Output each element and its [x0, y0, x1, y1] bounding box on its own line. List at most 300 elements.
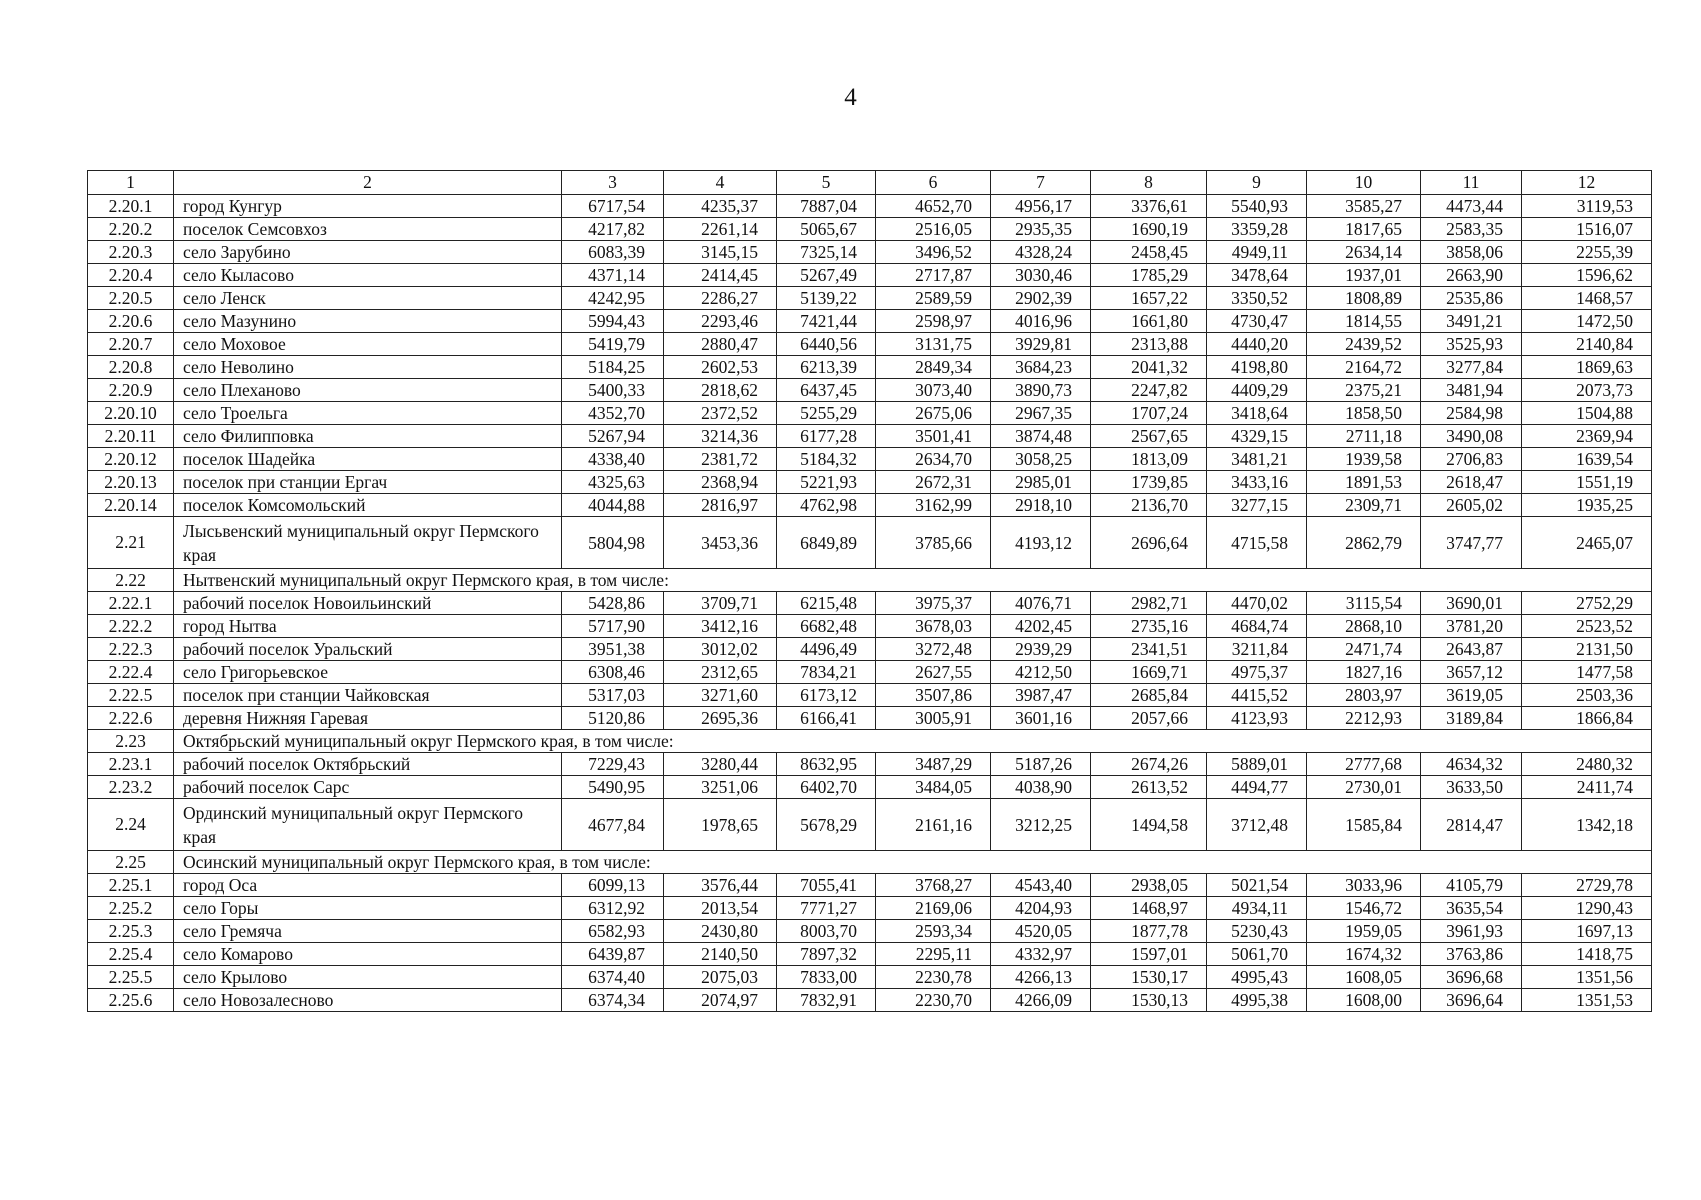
value-cell: 3131,75	[876, 333, 991, 356]
value-cell: 4956,17	[991, 195, 1091, 218]
column-header: 3	[562, 171, 664, 195]
value-cell: 7229,43	[562, 753, 664, 776]
row-code: 2.20.12	[88, 448, 174, 471]
value-cell: 3709,71	[664, 592, 777, 615]
value-cell: 5490,95	[562, 776, 664, 799]
table-row	[88, 753, 1652, 776]
value-cell: 2730,01	[1307, 776, 1421, 799]
value-cell: 4634,32	[1421, 753, 1522, 776]
value-cell: 4328,24	[991, 241, 1091, 264]
value-cell: 2706,83	[1421, 448, 1522, 471]
value-cell: 4677,84	[562, 799, 664, 851]
settlement-name: село Мазунино	[174, 310, 562, 333]
value-cell: 1516,07	[1522, 218, 1652, 241]
value-cell: 4352,70	[562, 402, 664, 425]
value-cell: 2247,82	[1091, 379, 1207, 402]
value-cell: 7832,91	[777, 989, 876, 1012]
value-cell: 2261,14	[664, 218, 777, 241]
value-cell: 2368,94	[664, 471, 777, 494]
value-cell: 2439,52	[1307, 333, 1421, 356]
value-cell: 6312,92	[562, 897, 664, 920]
table-row	[88, 799, 1652, 851]
value-cell: 4325,63	[562, 471, 664, 494]
value-cell: 2777,68	[1307, 753, 1421, 776]
value-cell: 3975,37	[876, 592, 991, 615]
value-cell: 2849,34	[876, 356, 991, 379]
value-cell: 1935,25	[1522, 494, 1652, 517]
value-cell: 4409,29	[1207, 379, 1307, 402]
settlement-name: село Комарово	[174, 943, 562, 966]
value-cell: 2583,35	[1421, 218, 1522, 241]
value-cell: 1290,43	[1522, 897, 1652, 920]
row-code: 2.20.13	[88, 471, 174, 494]
row-code: 2.20.6	[88, 310, 174, 333]
table-row	[88, 448, 1652, 471]
value-cell: 1877,78	[1091, 920, 1207, 943]
value-cell: 3359,28	[1207, 218, 1307, 241]
value-cell: 2618,47	[1421, 471, 1522, 494]
table-row	[88, 776, 1652, 799]
value-cell: 7055,41	[777, 874, 876, 897]
value-cell: 5428,86	[562, 592, 664, 615]
value-cell: 1639,54	[1522, 448, 1652, 471]
column-header: 4	[664, 171, 777, 195]
value-cell: 3212,25	[991, 799, 1091, 851]
value-cell: 2675,06	[876, 402, 991, 425]
value-cell: 1891,53	[1307, 471, 1421, 494]
value-cell: 6402,70	[777, 776, 876, 799]
value-cell: 2341,51	[1091, 638, 1207, 661]
settlement-name: деревня Нижняя Гаревая	[174, 707, 562, 730]
value-cell: 2411,74	[1522, 776, 1652, 799]
value-cell: 3576,44	[664, 874, 777, 897]
value-cell: 3501,41	[876, 425, 991, 448]
value-cell: 1351,53	[1522, 989, 1652, 1012]
value-cell: 2672,31	[876, 471, 991, 494]
value-cell: 2535,86	[1421, 287, 1522, 310]
value-cell: 1477,58	[1522, 661, 1652, 684]
column-header: 10	[1307, 171, 1421, 195]
settlement-name: село Филипповка	[174, 425, 562, 448]
row-code: 2.20.10	[88, 402, 174, 425]
value-cell: 2674,26	[1091, 753, 1207, 776]
value-cell: 6582,93	[562, 920, 664, 943]
value-cell: 2169,06	[876, 897, 991, 920]
settlement-name: село Гремяча	[174, 920, 562, 943]
value-cell: 2918,10	[991, 494, 1091, 517]
value-cell: 2752,29	[1522, 592, 1652, 615]
value-cell: 5994,43	[562, 310, 664, 333]
value-cell: 1468,97	[1091, 897, 1207, 920]
row-code: 2.20.3	[88, 241, 174, 264]
value-cell: 2717,87	[876, 264, 991, 287]
value-cell: 3678,03	[876, 615, 991, 638]
value-cell: 5139,22	[777, 287, 876, 310]
value-cell: 1494,58	[1091, 799, 1207, 851]
column-header: 8	[1091, 171, 1207, 195]
tariff-table	[87, 170, 1652, 1012]
value-cell: 2523,52	[1522, 615, 1652, 638]
settlement-name: поселок Комсомольский	[174, 494, 562, 517]
table-row	[88, 195, 1652, 218]
value-cell: 3058,25	[991, 448, 1091, 471]
value-cell: 2164,72	[1307, 356, 1421, 379]
column-header: 5	[777, 171, 876, 195]
value-cell: 2902,39	[991, 287, 1091, 310]
value-cell: 3768,27	[876, 874, 991, 897]
settlement-name: село Горы	[174, 897, 562, 920]
value-cell: 5717,90	[562, 615, 664, 638]
value-cell: 3005,91	[876, 707, 991, 730]
value-cell: 2230,70	[876, 989, 991, 1012]
value-cell: 1596,62	[1522, 264, 1652, 287]
value-cell: 4520,05	[991, 920, 1091, 943]
value-cell: 4715,58	[1207, 517, 1307, 569]
value-cell: 3785,66	[876, 517, 991, 569]
page-number: 4	[844, 84, 857, 111]
value-cell: 4038,90	[991, 776, 1091, 799]
value-cell: 1585,84	[1307, 799, 1421, 851]
table-row	[88, 897, 1652, 920]
value-cell: 3619,05	[1421, 684, 1522, 707]
table-row	[88, 471, 1652, 494]
value-cell: 4202,45	[991, 615, 1091, 638]
value-cell: 5267,49	[777, 264, 876, 287]
value-cell: 3929,81	[991, 333, 1091, 356]
value-cell: 2471,74	[1307, 638, 1421, 661]
table-row	[88, 943, 1652, 966]
value-cell: 6374,34	[562, 989, 664, 1012]
value-cell: 4338,40	[562, 448, 664, 471]
value-cell: 3119,53	[1522, 195, 1652, 218]
value-cell: 4496,49	[777, 638, 876, 661]
value-cell: 2312,65	[664, 661, 777, 684]
value-cell: 5804,98	[562, 517, 664, 569]
value-cell: 4332,97	[991, 943, 1091, 966]
value-cell: 3214,36	[664, 425, 777, 448]
table-row	[88, 310, 1652, 333]
value-cell: 2313,88	[1091, 333, 1207, 356]
value-cell: 6682,48	[777, 615, 876, 638]
value-cell: 5120,86	[562, 707, 664, 730]
value-cell: 2634,14	[1307, 241, 1421, 264]
value-cell: 6439,87	[562, 943, 664, 966]
value-cell: 3712,48	[1207, 799, 1307, 851]
row-code: 2.20.4	[88, 264, 174, 287]
value-cell: 7887,04	[777, 195, 876, 218]
value-cell: 2695,36	[664, 707, 777, 730]
value-cell: 6099,13	[562, 874, 664, 897]
value-cell: 4494,77	[1207, 776, 1307, 799]
table-row	[88, 874, 1652, 897]
value-cell: 4371,14	[562, 264, 664, 287]
settlement-name: Лысьвенский муниципальный округ Пермского края	[174, 517, 562, 569]
settlement-name: рабочий поселок Новоильинский	[174, 592, 562, 615]
row-code: 2.20.7	[88, 333, 174, 356]
value-cell: 2516,05	[876, 218, 991, 241]
value-cell: 3433,16	[1207, 471, 1307, 494]
value-cell: 7421,44	[777, 310, 876, 333]
settlement-name: село Кыласово	[174, 264, 562, 287]
value-cell: 7325,14	[777, 241, 876, 264]
settlement-name: село Ленск	[174, 287, 562, 310]
value-cell: 3696,68	[1421, 966, 1522, 989]
value-cell: 3690,01	[1421, 592, 1522, 615]
settlement-name: поселок при станции Ергач	[174, 471, 562, 494]
value-cell: 2696,64	[1091, 517, 1207, 569]
value-cell: 2230,78	[876, 966, 991, 989]
value-cell: 1468,57	[1522, 287, 1652, 310]
row-code: 2.20.5	[88, 287, 174, 310]
value-cell: 6849,89	[777, 517, 876, 569]
column-header: 11	[1421, 171, 1522, 195]
row-code: 2.20.14	[88, 494, 174, 517]
settlement-name: село Плеханово	[174, 379, 562, 402]
value-cell: 1530,17	[1091, 966, 1207, 989]
table-row	[88, 218, 1652, 241]
value-cell: 5267,94	[562, 425, 664, 448]
value-cell: 3277,84	[1421, 356, 1522, 379]
tariff-table-wrapper	[87, 170, 1652, 1012]
value-cell: 1351,56	[1522, 966, 1652, 989]
value-cell: 4266,09	[991, 989, 1091, 1012]
value-cell: 2935,35	[991, 218, 1091, 241]
settlement-name: село Зарубино	[174, 241, 562, 264]
value-cell: 6177,28	[777, 425, 876, 448]
row-code: 2.25.1	[88, 874, 174, 897]
value-cell: 2584,98	[1421, 402, 1522, 425]
settlement-name: село Григорьевское	[174, 661, 562, 684]
value-cell: 3481,94	[1421, 379, 1522, 402]
value-cell: 6173,12	[777, 684, 876, 707]
value-cell: 1418,75	[1522, 943, 1652, 966]
table-row	[88, 966, 1652, 989]
value-cell: 2880,47	[664, 333, 777, 356]
value-cell: 5230,43	[1207, 920, 1307, 943]
value-cell: 8632,95	[777, 753, 876, 776]
value-cell: 3376,61	[1091, 195, 1207, 218]
value-cell: 2598,97	[876, 310, 991, 333]
settlement-name: село Новозалесново	[174, 989, 562, 1012]
settlement-name: рабочий поселок Октябрьский	[174, 753, 562, 776]
value-cell: 2613,52	[1091, 776, 1207, 799]
value-cell: 4193,12	[991, 517, 1091, 569]
value-cell: 1674,32	[1307, 943, 1421, 966]
table-row	[88, 684, 1652, 707]
value-cell: 3657,12	[1421, 661, 1522, 684]
value-cell: 3525,93	[1421, 333, 1522, 356]
value-cell: 4684,74	[1207, 615, 1307, 638]
value-cell: 4949,11	[1207, 241, 1307, 264]
table-row	[88, 356, 1652, 379]
value-cell: 1530,13	[1091, 989, 1207, 1012]
settlement-name: город Нытва	[174, 615, 562, 638]
value-cell: 3491,21	[1421, 310, 1522, 333]
value-cell: 2985,01	[991, 471, 1091, 494]
section-title: Осинский муниципальный округ Пермского края, в том числе:	[174, 851, 1652, 874]
row-code: 2.24	[88, 799, 174, 851]
value-cell: 1707,24	[1091, 402, 1207, 425]
row-code: 2.22.6	[88, 707, 174, 730]
value-cell: 2057,66	[1091, 707, 1207, 730]
value-cell: 2293,46	[664, 310, 777, 333]
column-header: 12	[1522, 171, 1652, 195]
value-cell: 3987,47	[991, 684, 1091, 707]
value-cell: 3481,21	[1207, 448, 1307, 471]
row-code: 2.23.2	[88, 776, 174, 799]
value-cell: 1669,71	[1091, 661, 1207, 684]
value-cell: 2140,50	[664, 943, 777, 966]
value-cell: 2480,32	[1522, 753, 1652, 776]
value-cell: 3585,27	[1307, 195, 1421, 218]
table-row	[88, 615, 1652, 638]
row-code: 2.20.11	[88, 425, 174, 448]
value-cell: 1739,85	[1091, 471, 1207, 494]
value-cell: 5021,54	[1207, 874, 1307, 897]
value-cell: 2255,39	[1522, 241, 1652, 264]
value-cell: 2372,52	[664, 402, 777, 425]
value-cell: 1597,01	[1091, 943, 1207, 966]
value-cell: 5255,29	[777, 402, 876, 425]
settlement-name: Ординский муниципальный округ Пермского края	[174, 799, 562, 851]
row-code: 2.22.1	[88, 592, 174, 615]
value-cell: 3030,46	[991, 264, 1091, 287]
value-cell: 4123,93	[1207, 707, 1307, 730]
value-cell: 6308,46	[562, 661, 664, 684]
row-code: 2.22.5	[88, 684, 174, 707]
value-cell: 1808,89	[1307, 287, 1421, 310]
value-cell: 1504,88	[1522, 402, 1652, 425]
value-cell: 2458,45	[1091, 241, 1207, 264]
settlement-name: поселок Семсовхоз	[174, 218, 562, 241]
value-cell: 1978,65	[664, 799, 777, 851]
value-cell: 4266,13	[991, 966, 1091, 989]
value-cell: 1959,05	[1307, 920, 1421, 943]
table-row	[88, 638, 1652, 661]
value-cell: 1813,09	[1091, 448, 1207, 471]
value-cell: 2073,73	[1522, 379, 1652, 402]
value-cell: 3251,06	[664, 776, 777, 799]
section-row	[88, 730, 1652, 753]
row-code: 2.22	[88, 569, 174, 592]
column-header: 1	[88, 171, 174, 195]
value-cell: 5065,67	[777, 218, 876, 241]
value-cell: 3277,15	[1207, 494, 1307, 517]
value-cell: 1866,84	[1522, 707, 1652, 730]
table-row	[88, 661, 1652, 684]
value-cell: 3073,40	[876, 379, 991, 402]
table-row	[88, 264, 1652, 287]
row-code: 2.23	[88, 730, 174, 753]
value-cell: 2567,65	[1091, 425, 1207, 448]
settlement-name: поселок Шадейка	[174, 448, 562, 471]
value-cell: 7771,27	[777, 897, 876, 920]
settlement-name: город Оса	[174, 874, 562, 897]
value-cell: 3280,44	[664, 753, 777, 776]
value-cell: 1546,72	[1307, 897, 1421, 920]
value-cell: 4016,96	[991, 310, 1091, 333]
table-row	[88, 241, 1652, 264]
value-cell: 3350,52	[1207, 287, 1307, 310]
value-cell: 5540,93	[1207, 195, 1307, 218]
value-cell: 2803,97	[1307, 684, 1421, 707]
value-cell: 6083,39	[562, 241, 664, 264]
value-cell: 2212,93	[1307, 707, 1421, 730]
section-title: Октябрьский муниципальный округ Пермского края, в том числе:	[174, 730, 1652, 753]
value-cell: 2381,72	[664, 448, 777, 471]
value-cell: 2161,16	[876, 799, 991, 851]
settlement-name: село Неволино	[174, 356, 562, 379]
value-cell: 4473,44	[1421, 195, 1522, 218]
value-cell: 5184,25	[562, 356, 664, 379]
value-cell: 1608,00	[1307, 989, 1421, 1012]
column-header: 7	[991, 171, 1091, 195]
value-cell: 1827,16	[1307, 661, 1421, 684]
row-code: 2.22.4	[88, 661, 174, 684]
table-row	[88, 402, 1652, 425]
value-cell: 2967,35	[991, 402, 1091, 425]
value-cell: 1472,50	[1522, 310, 1652, 333]
value-cell: 2634,70	[876, 448, 991, 471]
settlement-name: рабочий поселок Сарс	[174, 776, 562, 799]
value-cell: 1817,65	[1307, 218, 1421, 241]
row-code: 2.23.1	[88, 753, 174, 776]
value-cell: 2503,36	[1522, 684, 1652, 707]
value-cell: 2430,80	[664, 920, 777, 943]
section-title: Нытвенский муниципальный округ Пермского края, в том числе:	[174, 569, 1652, 592]
value-cell: 3961,93	[1421, 920, 1522, 943]
settlement-name: рабочий поселок Уральский	[174, 638, 562, 661]
table-row	[88, 517, 1652, 569]
value-cell: 2295,11	[876, 943, 991, 966]
value-cell: 3145,15	[664, 241, 777, 264]
value-cell: 1939,58	[1307, 448, 1421, 471]
value-cell: 1869,63	[1522, 356, 1652, 379]
value-cell: 4652,70	[876, 195, 991, 218]
value-cell: 4235,37	[664, 195, 777, 218]
value-cell: 4076,71	[991, 592, 1091, 615]
row-code: 2.20.9	[88, 379, 174, 402]
value-cell: 3211,84	[1207, 638, 1307, 661]
value-cell: 4440,20	[1207, 333, 1307, 356]
value-cell: 2685,84	[1091, 684, 1207, 707]
table-row	[88, 287, 1652, 310]
value-cell: 3418,64	[1207, 402, 1307, 425]
value-cell: 4934,11	[1207, 897, 1307, 920]
table-row	[88, 989, 1652, 1012]
value-cell: 5221,93	[777, 471, 876, 494]
value-cell: 7833,00	[777, 966, 876, 989]
value-cell: 2041,32	[1091, 356, 1207, 379]
value-cell: 4975,37	[1207, 661, 1307, 684]
settlement-name: поселок при станции Чайковская	[174, 684, 562, 707]
value-cell: 3484,05	[876, 776, 991, 799]
value-cell: 3633,50	[1421, 776, 1522, 799]
table-row	[88, 333, 1652, 356]
value-cell: 4329,15	[1207, 425, 1307, 448]
value-cell: 7897,32	[777, 943, 876, 966]
value-cell: 4470,02	[1207, 592, 1307, 615]
value-cell: 5317,03	[562, 684, 664, 707]
value-cell: 3858,06	[1421, 241, 1522, 264]
value-cell: 3012,02	[664, 638, 777, 661]
section-row	[88, 851, 1652, 874]
value-cell: 2074,97	[664, 989, 777, 1012]
value-cell: 2075,03	[664, 966, 777, 989]
value-cell: 3115,54	[1307, 592, 1421, 615]
value-cell: 4543,40	[991, 874, 1091, 897]
value-cell: 3033,96	[1307, 874, 1421, 897]
